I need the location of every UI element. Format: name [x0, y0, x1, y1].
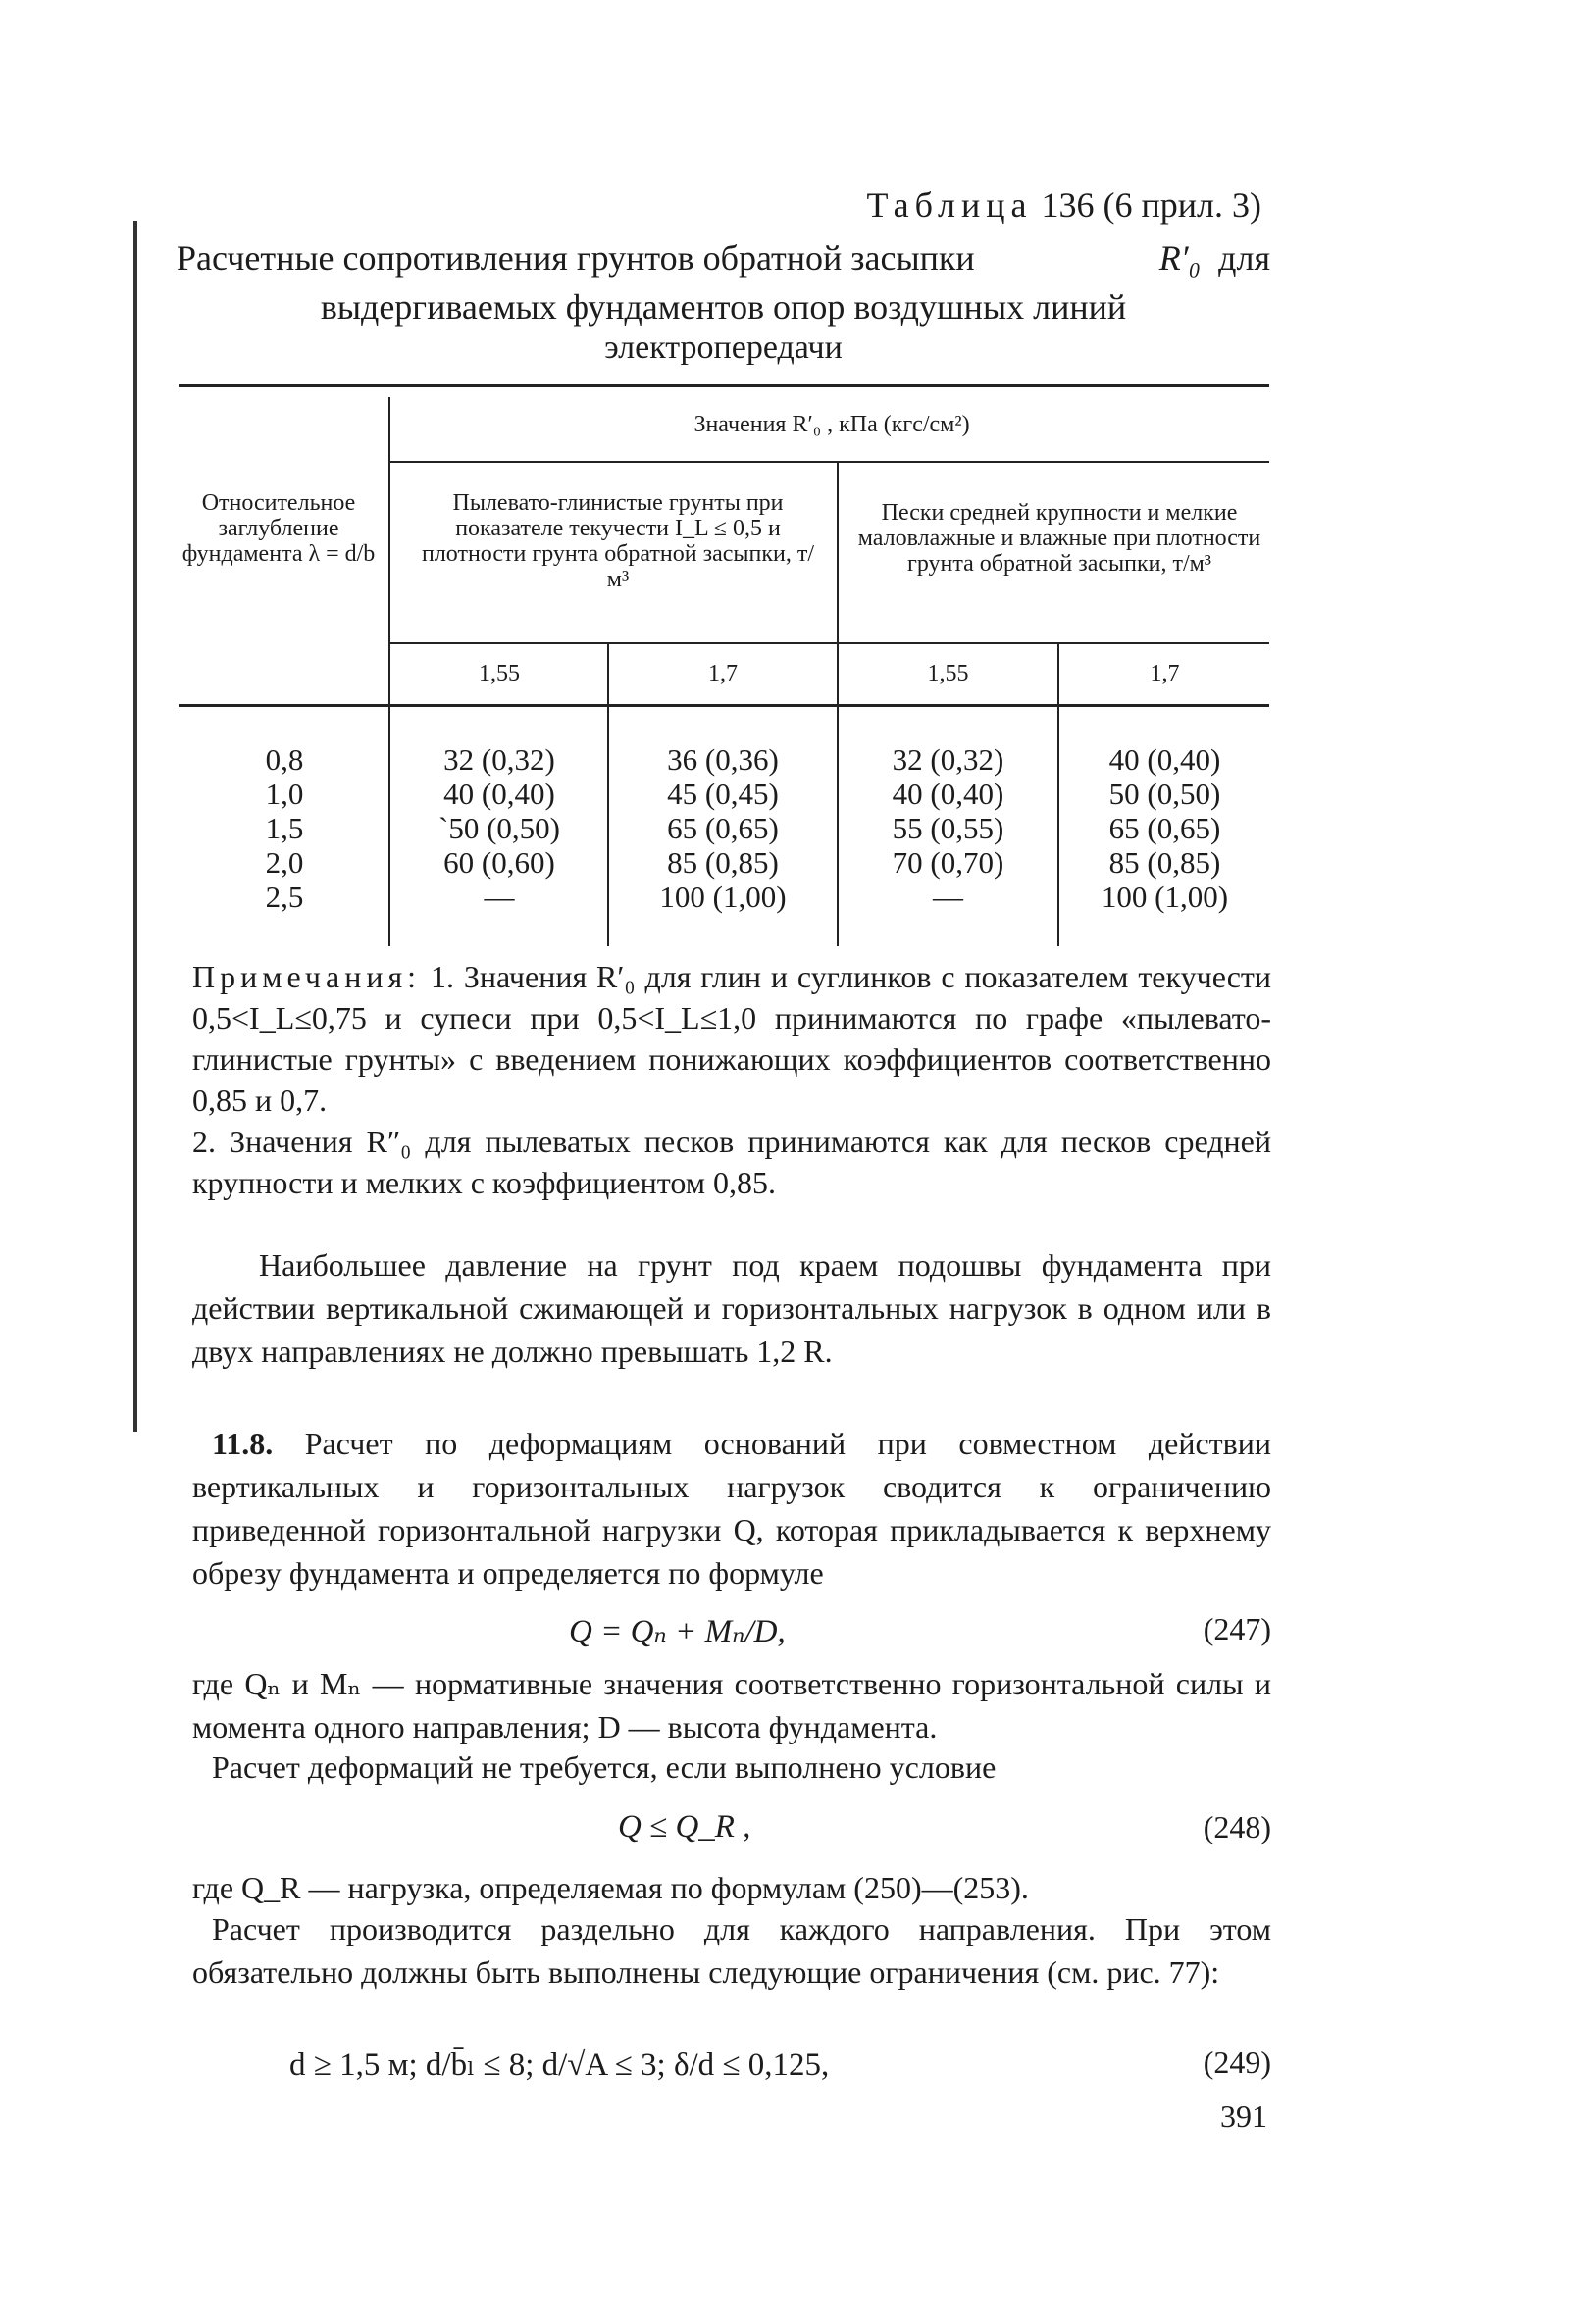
paragraph-5-text: где Q_R — нагрузка, определяемая по формулам (250)—(253).	[192, 1870, 1029, 1905]
table-subheader-3: 1,55	[927, 661, 969, 686]
table-group-rule	[390, 461, 1269, 463]
equation-number-249: (249)	[1203, 2045, 1271, 2080]
table-title-line3: электропередачи	[604, 329, 843, 366]
table-title-line2: выдергиваемых фундаментов опор воздушных линий	[320, 287, 1127, 327]
section-number: 11.8.	[212, 1426, 274, 1461]
table-header-values: Значения R′₀ , кПа (кгс/см²)	[693, 412, 970, 437]
table-caption-word: Таблица	[866, 185, 1033, 225]
notes-label: Примечания:	[192, 959, 422, 994]
paragraph-4-text: Расчет деформаций не требуется, если выполнено условие	[212, 1749, 997, 1785]
table-col-g1-17: 36 (0,36) 45 (0,45) 65 (0,65) 85 (0,85) 100 (1,00)	[659, 742, 787, 914]
table-subheader-2: 1,7	[708, 661, 738, 686]
table-top-rule	[179, 384, 1269, 387]
equation-number-247: (247)	[1203, 1611, 1271, 1646]
note-1	[192, 956, 1271, 1121]
table-header-group2: Пески средней крупности и мелкие маловлажные и влажные при плотности грунта обратной засыпки, т/м³	[857, 500, 1261, 577]
margin-bar	[133, 221, 137, 1432]
table-header-bottom-rule	[179, 704, 1269, 707]
table-col-g2-155: 32 (0,32) 40 (0,40) 55 (0,55) 70 (0,70) —	[892, 742, 1004, 914]
table-col-g2-17: 40 (0,40) 50 (0,50) 65 (0,65) 85 (0,85) 100 (1,00)	[1101, 742, 1229, 914]
note-1-text: 1. Значения R′₀ для глин и суглинков с показателем текучести 0,5<I_L≤0,75 и супеси при 0,5<I_L≤1,0 принимаются по графе «пылевато-глинистые грунты» с введением понижающих коэффициентов соответственно 0,85 и 0,7.	[192, 959, 1272, 1118]
table-header-group1: Пылевато-глинистые грунты при показателе текучести I_L ≤ 0,5 и плотности грунта обратной засыпки, т/м³	[421, 490, 815, 592]
table-col-g1-155: 32 (0,32) 40 (0,40) `50 (0,50) 60 (0,60) —	[438, 742, 560, 914]
paragraph-6-text: Расчет производится раздельно для каждого направления. При этом обязательно должны быть выполнены следующие ограничения (см. рис. 77):	[192, 1911, 1271, 1990]
paragraph-3	[192, 1662, 1271, 1748]
note-2: 2. Значения R″₀ для пылеватых песков принимаются как для песков средней крупности и мелких с коэффициентом 0,85.	[192, 1124, 1271, 1200]
formula-247: Q = Qₙ + Mₙ/D,	[569, 1614, 786, 1649]
table-header-rel-depth: Относительное заглубление фундамента λ = d/b	[181, 490, 376, 567]
table-title-text: Расчетные сопротивления грунтов обратной засыпки	[177, 238, 975, 278]
paragraph-1	[192, 1243, 1271, 1373]
paragraph-4	[192, 1745, 1271, 1789]
page-number: 391	[1220, 2098, 1267, 2134]
equation-number-248: (248)	[1203, 1809, 1271, 1844]
table-title	[177, 233, 1270, 365]
table-subheader-rule	[390, 642, 1269, 644]
table-title-symbol: R′₀	[1158, 238, 1202, 278]
paragraph-2-text: Расчет по деформациям оснований при совместном действии вертикальных и горизонтальных нагрузок сводится к ограничению приведенной горизонтальной нагрузки Q, которая прикладывается к верхнему обрезу фундамента и определяется по формуле	[192, 1426, 1272, 1591]
paragraph-2	[192, 1422, 1271, 1594]
table-title-line1	[177, 233, 1270, 282]
paragraph-6	[192, 1907, 1271, 1994]
table-title-for: для	[1218, 238, 1270, 278]
table-notes	[192, 956, 1271, 1203]
paragraph-5	[192, 1866, 1271, 1909]
formula-248: Q ≤ Q_R ,	[618, 1809, 751, 1844]
formula-249: d ≥ 1,5 м; d/b̄ₗ ≤ 8; d/√A ≤ 3; δ/d ≤ 0,125,	[289, 2047, 830, 2083]
table-caption-number: 136 (6 прил. 3)	[1041, 185, 1261, 225]
table-subheader-4: 1,7	[1150, 661, 1180, 686]
table-col-lambda: 0,8 1,0 1,5 2,0 2,5	[265, 742, 304, 914]
table-subheader-1: 1,55	[479, 661, 520, 686]
paragraph-3-text: где Qₙ и Mₙ — нормативные значения соответственно горизонтальной силы и момента одного направления; D — высота фундамента.	[192, 1666, 1271, 1744]
table-caption	[867, 184, 1261, 226]
paragraph-1-text: Наибольшее давление на грунт под краем подошвы фундамента при действии вертикальной сжимающей и горизонтальных нагрузок в одном или в двух направлениях не должно превышать 1,2 R.	[192, 1247, 1271, 1369]
